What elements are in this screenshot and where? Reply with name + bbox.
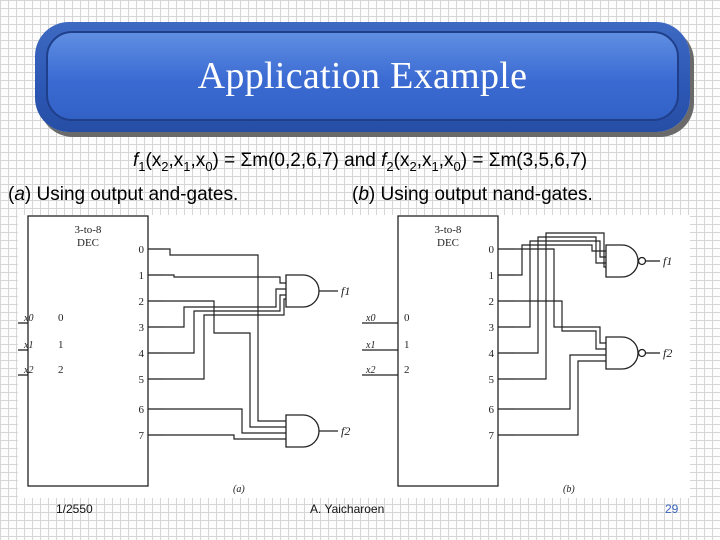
nand-gate-b-f2 — [606, 337, 638, 369]
eq-a-idx2: 2 — [161, 158, 169, 174]
input-pin-b-2: 2 — [404, 364, 410, 376]
eq-b-idx0: 0 — [453, 158, 461, 174]
output-pin-a-6: 6 — [138, 404, 144, 416]
output-wires-b — [498, 249, 514, 435]
eq-b-open: (x — [393, 150, 410, 171]
output-pin-b-7: 7 — [488, 430, 494, 442]
decoder-box-b — [398, 216, 498, 486]
input-pin-b-0: 0 — [404, 312, 410, 324]
dec-label-b-2: DEC — [437, 237, 459, 249]
eq-a-open: (x — [145, 150, 162, 171]
and-gate-a-f2 — [286, 415, 319, 447]
input-label-b-1: x1 — [366, 340, 376, 351]
eq-b-x1: ,x — [416, 150, 432, 171]
equation-line — [0, 150, 720, 174]
caption-a-text: ) Using output and-gates. — [24, 184, 239, 205]
diagram-a — [18, 215, 363, 498]
eq-a-x1: ,x — [168, 150, 184, 171]
eq-a-idx0: 0 — [205, 158, 213, 174]
footer-center: A. Yaicharoen — [310, 502, 385, 516]
output-pin-a-0: 0 — [138, 244, 144, 256]
nand-bubble-b-f1 — [639, 258, 646, 265]
figure-caption-b: (b) — [563, 484, 575, 495]
output-pin-a-7: 7 — [138, 430, 144, 442]
output-pin-b-0: 0 — [488, 244, 494, 256]
input-label-b-0: x0 — [366, 313, 376, 324]
eq-b-idx1: 1 — [431, 158, 439, 174]
decoder-box-a — [28, 216, 148, 486]
page-number: 29 — [665, 502, 679, 516]
output-pin-b-1: 1 — [488, 270, 494, 282]
input-pin-a-2: 2 — [58, 364, 64, 376]
caption-a-open: ( — [8, 184, 15, 205]
output-f2-b: f2 — [663, 346, 673, 360]
eq-a-x0: ,x — [190, 150, 206, 171]
caption-b-text: ) Using output nand-gates. — [368, 184, 593, 205]
eq-f1-fn: f — [132, 150, 139, 171]
input-pin-a-1: 1 — [58, 339, 64, 351]
output-pin-a-5: 5 — [138, 374, 144, 386]
eq-f1-idx: 1 — [138, 158, 146, 174]
wiring-a — [164, 249, 286, 439]
eq-f2-idx: 2 — [386, 158, 394, 174]
input-pin-b-1: 1 — [404, 339, 410, 351]
output-wires-a — [148, 249, 164, 435]
output-pin-b-6: 6 — [488, 404, 494, 416]
eq-a-idx1: 1 — [183, 158, 191, 174]
output-f1-b: f1 — [663, 254, 673, 268]
slide-title: Application Example — [197, 55, 528, 97]
input-label-b-2: x2 — [366, 365, 376, 376]
nand-gate-b-f1 — [606, 245, 638, 277]
output-pin-a-2: 2 — [138, 296, 144, 308]
figure-caption-a: (a) — [233, 484, 245, 495]
output-pin-b-3: 3 — [488, 322, 494, 334]
input-label-a-2: x2 — [24, 365, 34, 376]
input-pin-a-0: 0 — [58, 312, 64, 324]
output-pin-a-3: 3 — [138, 322, 144, 334]
output-f2-a: f2 — [341, 424, 351, 438]
title-banner — [35, 22, 690, 132]
dec-label-b-1: 3-to-8 — [434, 224, 462, 236]
and-gate-a-f1 — [286, 275, 319, 307]
eq-b-x0: ,x — [438, 150, 454, 171]
input-label-a-1: x1 — [24, 340, 34, 351]
output-pin-b-4: 4 — [488, 348, 494, 360]
caption-b-open: ( — [352, 184, 359, 205]
dec-label-a-2: DEC — [77, 237, 99, 249]
output-pin-a-1: 1 — [138, 270, 144, 282]
eq-f1-equals: ) = Σm(0,2,6,7) and — [212, 150, 382, 171]
caption-b — [352, 184, 593, 206]
caption-a — [8, 184, 238, 206]
eq-f2-fn: f — [381, 150, 387, 171]
eq-f2-equals: ) = Σm(3,5,6,7) — [460, 150, 588, 171]
output-f1-a: f1 — [341, 284, 351, 298]
eq-b-idx2: 2 — [409, 158, 417, 174]
wiring-b — [514, 233, 606, 435]
footer-left: 1/2550 — [56, 502, 93, 516]
nand-bubble-b-f2 — [639, 350, 646, 357]
dec-label-a-1: 3-to-8 — [74, 224, 102, 236]
output-pin-b-2: 2 — [488, 296, 494, 308]
caption-a-letter: a — [14, 184, 25, 205]
output-pin-a-4: 4 — [138, 348, 144, 360]
caption-b-letter: b — [358, 184, 369, 205]
input-label-a-0: x0 — [24, 313, 34, 324]
diagram-b — [360, 215, 690, 498]
output-pin-b-5: 5 — [488, 374, 494, 386]
title-inner — [46, 31, 679, 121]
